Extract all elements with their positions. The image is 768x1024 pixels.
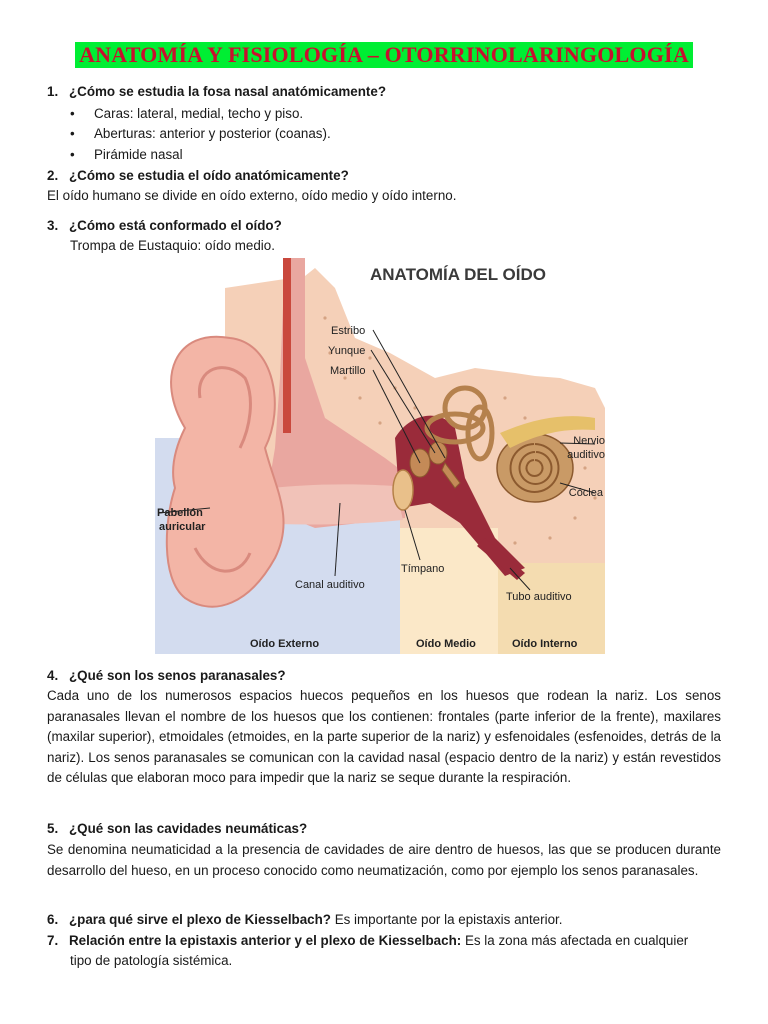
ear-anatomy-figure: [155, 258, 605, 654]
label-coclea: Cóclea: [568, 487, 603, 499]
bullet-icon: •: [70, 147, 75, 162]
question-number: 6.: [47, 912, 59, 927]
question-text: ¿Cómo se estudia el oído anatómicamente?: [69, 168, 349, 183]
question-text: ¿Cómo está conformado el oído?: [69, 218, 282, 233]
question-text: ¿Qué son los senos paranasales?: [69, 668, 286, 683]
bullet-text: Pirámide nasal: [94, 147, 183, 162]
answer-3: Trompa de Eustaquio: oído medio.: [70, 238, 275, 253]
label-martillo: Martillo: [330, 365, 366, 377]
bullet-item: [70, 145, 183, 165]
section-oido-medio: Oído Medio: [416, 638, 476, 650]
eardrum: [393, 470, 413, 510]
answer-2: El oído humano se divide en oído externo, oído medio y oído interno.: [47, 188, 457, 203]
label-estribo: Estribo: [331, 325, 366, 337]
question-4: [47, 666, 286, 686]
answer-4: Cada uno de los numerosos espacios huecos pequeños en los huesos que rodean la nariz. Los senos paranasales llevan el nombre de los huesos que los contienen: frontales (parte inferior de la frente), maxilares (maxilar superior), etmoidales (etmoides, en la parte superior de la nariz) y esfenoidales (esfenoides, detrás de la nariz). Los senos paranasales se comunican con la cavidad nasal (espacio dentro de la nariz) y están revestidos de células que elaboran moco para impedir que la nariz se seque durante la respiración.: [47, 688, 721, 786]
question-number: 5.: [47, 821, 59, 836]
label-pabellon-2: auricular: [159, 521, 206, 533]
question-text: ¿Cómo se estudia la fosa nasal anatómicamente?: [69, 84, 387, 99]
label-nervio-1: Nervio: [573, 435, 605, 447]
question-number: 4.: [47, 668, 59, 683]
question-1: [47, 82, 386, 102]
answer-7-continued: tipo de patología sistémica.: [70, 953, 233, 968]
answer-5: Se denomina neumaticidad a la presencia de cavidades de aire dentro de huesos, las que se producen durante desarrollo del hueso, en un proceso conocido como neumatización, como por ejemplo los senos paranasales.: [47, 842, 721, 878]
question-2: [47, 166, 349, 186]
auricle: [167, 337, 284, 607]
label-tubo: Tubo auditivo: [506, 591, 572, 603]
question-number: 2.: [47, 168, 59, 183]
bullet-item: [70, 124, 331, 144]
section-oido-externo: Oído Externo: [250, 638, 320, 650]
figure-title: ANATOMÍA DEL OÍDO: [370, 265, 546, 284]
bullet-icon: •: [70, 106, 75, 121]
label-nervio-2: auditivo: [567, 449, 605, 461]
label-canal: Canal auditivo: [295, 579, 365, 591]
label-yunque: Yunque: [328, 345, 366, 357]
answer-6: Es importante por la epistaxis anterior.: [334, 912, 563, 927]
section-oido-interno: Oído Interno: [512, 638, 578, 650]
title-wrap: [0, 0, 768, 68]
question-5: [47, 819, 307, 839]
question-text: ¿Qué son las cavidades neumáticas?: [69, 821, 308, 836]
question-6: [47, 910, 562, 930]
question-text: ¿para qué sirve el plexo de Kiesselbach?: [69, 912, 331, 927]
question-number: 3.: [47, 218, 59, 233]
question-7: [47, 931, 688, 951]
question-3: [47, 216, 282, 236]
vessel: [283, 258, 291, 433]
bullet-icon: •: [70, 126, 75, 141]
bullet-item: [70, 104, 303, 124]
question-text: Relación entre la epistaxis anterior y el plexo de Kiesselbach:: [69, 933, 462, 948]
label-pabellon-1: Pabellón: [157, 507, 203, 519]
answer-7: Es la zona más afectada en cualquier: [464, 933, 689, 948]
question-number: 1.: [47, 84, 59, 99]
bullet-text: Aberturas: anterior y posterior (coanas).: [94, 126, 331, 141]
bullet-text: Caras: lateral, medial, techo y piso.: [94, 106, 304, 121]
label-timpano: Tímpano: [401, 563, 445, 575]
question-number: 7.: [47, 933, 59, 948]
page-title: ANATOMÍA Y FISIOLOGÍA – OTORRINOLARINGOLOGÍA: [75, 42, 693, 68]
